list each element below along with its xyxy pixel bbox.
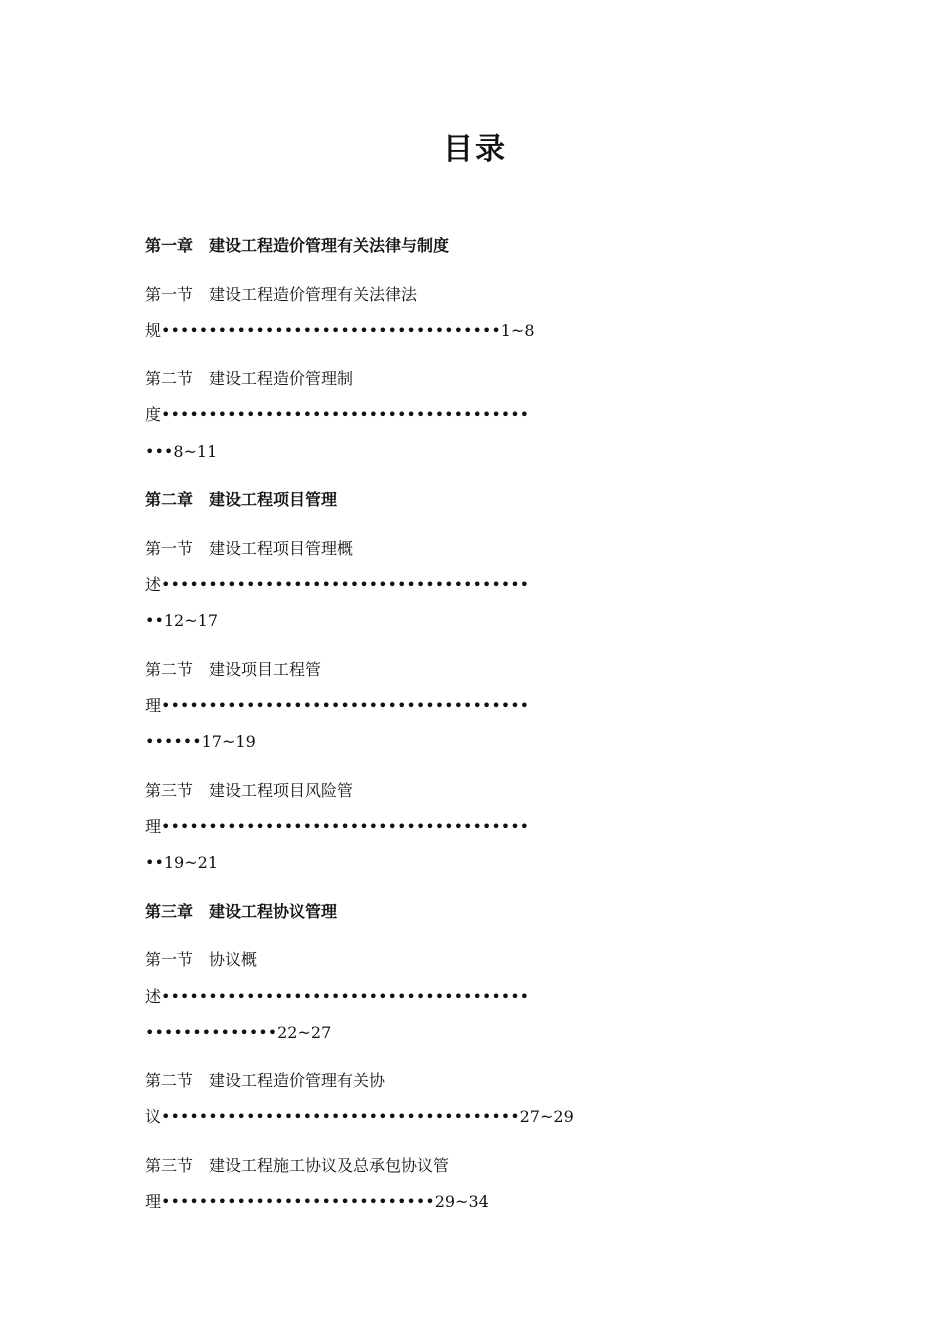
toc-entry-line: 理••••••••••••••••••••••••••••••••••••••• — [145, 817, 530, 836]
toc-entry-line: ••••••17~19 — [145, 732, 256, 751]
toc-entry-line: 度••••••••••••••••••••••••••••••••••••••• — [145, 405, 530, 424]
toc-entry-line: ••••••••••••••22~27 — [145, 1023, 332, 1042]
toc-entry-line: ••19~21 — [145, 853, 218, 872]
section-title: 第二节 建设项目工程管 — [145, 660, 322, 679]
section-title: 第二节 建设工程造价管理制 — [145, 369, 354, 388]
toc-entry-line: 理•••••••••••••••••••••••••••••29~34 — [145, 1192, 489, 1211]
section-title: 第三节 建设工程施工协议及总承包协议管 — [145, 1156, 450, 1175]
section-title: 第一节 建设工程项目管理概 — [145, 539, 354, 558]
toc-entry-line: 述••••••••••••••••••••••••••••••••••••••• — [145, 575, 530, 594]
toc-entry-line: 规••••••••••••••••••••••••••••••••••••1~8 — [145, 321, 535, 340]
toc-entry-line: 述••••••••••••••••••••••••••••••••••••••• — [145, 987, 530, 1006]
toc-entry-line: 议••••••••••••••••••••••••••••••••••••••27~29 — [145, 1107, 574, 1126]
chapter-heading: 第一章 建设工程造价管理有关法律与制度 — [145, 236, 450, 255]
section-title: 第一节 建设工程造价管理有关法律法 — [145, 285, 418, 304]
chapter-heading: 第二章 建设工程项目管理 — [145, 490, 338, 509]
section-title: 第二节 建设工程造价管理有关协 — [145, 1071, 386, 1090]
chapter-heading: 第三章 建设工程协议管理 — [145, 902, 338, 921]
section-title: 第一节 协议概 — [145, 950, 258, 969]
section-title: 第三节 建设工程项目风险管 — [145, 781, 354, 800]
page-title: 目录 — [443, 132, 507, 167]
toc-entry-line: ••12~17 — [145, 611, 218, 630]
toc-entry-line: •••8~11 — [145, 442, 218, 461]
toc-entry-line: 理••••••••••••••••••••••••••••••••••••••• — [145, 696, 530, 715]
